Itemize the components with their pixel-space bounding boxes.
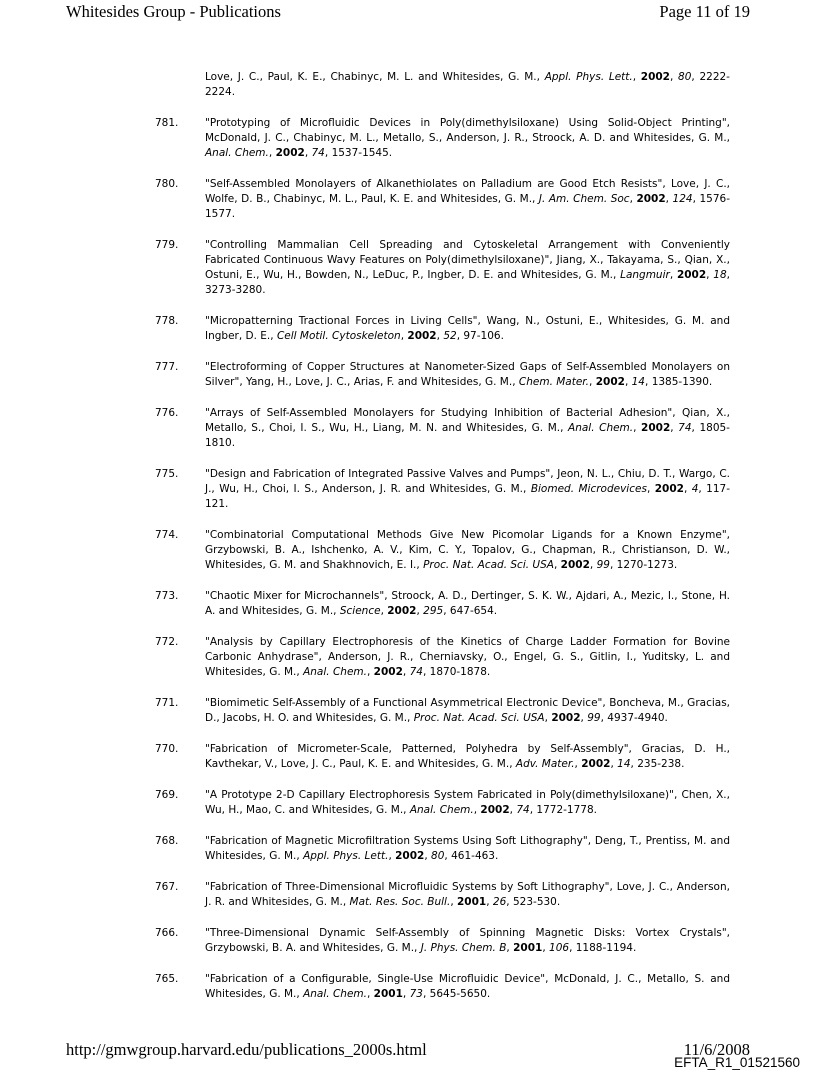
entry-number: 766.: [155, 927, 179, 939]
entry-year: 2002: [387, 605, 417, 617]
entry-authors: Yang, H., Love, J. C., Arias, F. and Whitesides, G. M.,: [246, 376, 516, 388]
entry-pages: 1385-1390.: [651, 376, 713, 388]
publication-entry: [155, 589, 730, 619]
entry-volume: 99: [596, 559, 610, 571]
entry-journal: Adv. Mater.: [515, 758, 575, 770]
entry-authors: Deng, T., Prentiss, M. and Whitesides, G. M.,: [205, 835, 731, 862]
entry-journal: Anal. Chem.: [303, 666, 367, 678]
entry-authors: Chen, X., Wu, H., Mao, C. and Whitesides, G. M.,: [205, 789, 730, 816]
publication-entry: [155, 742, 730, 772]
entry-journal: Mat. Res. Soc. Bull.: [349, 896, 451, 908]
entry-citation: "Micropatterning Tractional Forces in Living Cells", Wang, N., Ostuni, E., Whitesides, G. M. and Ingber, D. E., Cell Motil. Cytoskeleton, 2002, 52, 97-106.: [205, 315, 730, 342]
entry-number: 773.: [155, 590, 179, 602]
entry-year: 2002: [373, 666, 403, 678]
entry-pages: 461-463.: [451, 850, 499, 862]
entry-title: "Self-Assembled Monolayers of Alkanethiolates on Palladium are Good Etch Resists",: [205, 178, 666, 190]
entry-journal: Anal. Chem.: [409, 804, 474, 816]
citation-pages: 2222-2224.: [205, 71, 730, 98]
entry-year: 2001: [457, 896, 487, 908]
entry-pages: 1537-1545.: [331, 147, 393, 159]
entry-title: "Chaotic Mixer for Microchannels",: [205, 590, 388, 602]
entry-volume: 26: [492, 896, 507, 908]
entry-pages: 1188-1194.: [575, 942, 637, 954]
entry-authors: Jiang, X., Takayama, S., Qian, X., Ostuni, E., Wu, H., Bowden, N., LeDuc, P., Ingber, D. E. and Whitesides, G. M.,: [205, 254, 730, 281]
entry-authors: Grzybowski, B. A., Ishchenko, A. V., Kim, C. Y., Topalov, G., Chapman, R., Christianson, D. W., Whitesides, G. M. and Shakhnovich, E. I.,: [205, 544, 730, 571]
publication-entry: [155, 788, 730, 818]
entry-title: "Combinatorial Computational Methods Give New Picomolar Ligands for a Known Enzyme",: [205, 529, 730, 541]
header-site-title: Whitesides Group - Publications: [66, 2, 281, 21]
entry-citation: "Fabrication of a Configurable, Single-Use Microfluidic Device", McDonald, J. C., Metallo, S. and Whitesides, G. M., Anal. Chem., 2001, 73, 5645-5650.: [205, 973, 730, 1000]
entry-pages: 647-654.: [449, 605, 498, 617]
entry-journal: Science: [339, 605, 381, 617]
entry-volume: 14: [631, 376, 645, 388]
entry-title: "Fabrication of Micrometer-Scale, Patterned, Polyhedra by Self-Assembly",: [205, 743, 632, 755]
entries-container: [155, 116, 730, 1002]
entry-year: 2002: [581, 758, 611, 770]
publication-entry: [155, 467, 730, 512]
entry-citation: "Analysis by Capillary Electrophoresis of the Kinetics of Charge Ladder Formation for Bovine Carbonic Anhydrase", Anderson, J. R., Cherniavsky, O., Engel, G. S., Gitlin, I., Yuditsky, L. and Whitesides, G. M., Anal. Chem., 2002, 74, 1870-1878.: [205, 636, 730, 678]
entry-number: 775.: [155, 468, 179, 480]
entry-title: "Three-Dimensional Dynamic Self-Assembly of Spinning Magnetic Disks: Vortex Crystals",: [205, 927, 730, 939]
entry-title: "Electroforming of Copper Structures at Nanometer-Sized Gaps of Self-Assembled Monolayers on Silver",: [205, 361, 730, 388]
entry-journal: J. Phys. Chem. B: [420, 942, 507, 954]
header-page-number: Page 11 of 19: [659, 2, 750, 21]
publication-entry: [155, 834, 730, 864]
entry-journal: Anal. Chem.: [205, 147, 269, 159]
entry-pages: 1772-1778.: [536, 804, 597, 816]
entry-authors: McDonald, J. C., Metallo, S. and Whitesides, G. M.,: [205, 973, 730, 1000]
entry-pages: 1576-1577.: [205, 193, 730, 220]
publication-entry: [155, 635, 730, 680]
entry-year: 2001: [373, 988, 403, 1000]
entry-year: 2002: [641, 422, 671, 434]
publication-entry: [155, 528, 730, 573]
publication-entry: [155, 314, 730, 344]
entry-title: "Analysis by Capillary Electrophoresis of the Kinetics of Charge Ladder Formation for Bovine Carbonic Anhydrase",: [205, 636, 730, 663]
entry-title: "Arrays of Self-Assembled Monolayers for Studying Inhibition of Bacterial Adhesion",: [205, 407, 676, 419]
publication-entry: [155, 360, 730, 390]
entry-pages: 4937-4940.: [607, 712, 668, 724]
entry-year: 2002: [395, 850, 425, 862]
entry-year: 2002: [654, 483, 684, 495]
entry-number: 781.: [155, 117, 179, 129]
entry-year: 2002: [275, 147, 305, 159]
entry-year: 2002: [480, 804, 510, 816]
entry-authors: Stroock, A. D., Dertinger, S. K. W., Ajdari, A., Mezic, I., Stone, H. A. and Whitesides, G. M.,: [205, 590, 730, 617]
entry-journal: Proc. Nat. Acad. Sci. USA: [423, 559, 554, 571]
entry-journal: J. Am. Chem. Soc: [538, 193, 630, 205]
entry-year: 2002: [407, 330, 437, 342]
entry-journal: Anal. Chem.: [303, 988, 367, 1000]
page-footer: [66, 1040, 750, 1058]
publication-entry: [155, 238, 730, 298]
entry-authors: Jeon, N. L., Chiu, D. T., Wargo, C. J., Wu, H., Choi, I. S., Anderson, J. R. and Whitesides, G. M.,: [205, 468, 731, 495]
entry-year: 2001: [513, 942, 543, 954]
citation-volume: 80: [678, 71, 692, 83]
footer-url: http://gmwgroup.harvard.edu/publications_2000s.html: [66, 1040, 427, 1059]
entry-volume: 52: [443, 330, 457, 342]
entry-year: 2002: [676, 269, 707, 281]
entry-title: "Biomimetic Self-Assembly of a Functional Asymmetrical Electronic Device",: [205, 697, 606, 709]
entry-volume: 18: [713, 269, 727, 281]
entry-number: 779.: [155, 239, 179, 251]
entry-volume: 74: [516, 804, 530, 816]
entry-volume: 80: [431, 850, 445, 862]
entry-title: "Prototyping of Microfluidic Devices in Poly(dimethylsiloxane) Using Solid-Object Printing",: [205, 117, 730, 129]
entry-pages: 1270-1273.: [616, 559, 678, 571]
entry-volume: 99: [587, 712, 601, 724]
entry-authors: Anderson, J. R., Cherniavsky, O., Engel, G. S., Gitlin, I., Yuditsky, L. and Whitesides, G. M.,: [205, 651, 730, 678]
entry-title: "Design and Fabrication of Integrated Passive Valves and Pumps",: [205, 468, 554, 480]
footer-date: 11/6/2008: [683, 1040, 750, 1059]
publication-entry: [155, 696, 730, 726]
entry-citation: "Fabrication of Three-Dimensional Microfluidic Systems by Soft Lithography", Love, J. C., Anderson, J. R. and Whitesides, G. M., Mat. Res. Soc. Bull., 2001, 26, 523-530.: [205, 881, 730, 908]
entry-volume: 74: [311, 147, 325, 159]
publication-entry: [155, 926, 730, 956]
entry-number: 771.: [155, 697, 179, 709]
entry-number: 767.: [155, 881, 179, 893]
entry-journal: Appl. Phys. Lett.: [303, 850, 389, 862]
entry-volume: 73: [409, 988, 423, 1000]
entry-journal: Biomed. Microdevices: [530, 483, 647, 495]
entry-pages: 117-121.: [205, 483, 730, 510]
entry-number: 772.: [155, 636, 179, 648]
entry-number: 770.: [155, 743, 179, 755]
entry-journal: Chem. Mater.: [518, 376, 590, 388]
entry-citation: "Three-Dimensional Dynamic Self-Assembly of Spinning Magnetic Disks: Vortex Crystals", Grzybowski, B. A. and Whitesides, G. M., J. Phys. Chem. B, 2001, 106, 1188-1194.: [205, 927, 730, 954]
publication-entry: [155, 406, 730, 451]
entry-volume: 74: [409, 666, 423, 678]
entry-citation: "Fabrication of Magnetic Microfiltration Systems Using Soft Lithography", Deng, T., Prentiss, M. and Whitesides, G. M., Appl. Phys. Lett., 2002, 80, 461-463.: [205, 835, 731, 862]
entry-pages: 523-530.: [512, 896, 561, 908]
entry-citation: "Arrays of Self-Assembled Monolayers for Studying Inhibition of Bacterial Adhesion", Qian, X., Metallo, S., Choi, I. S., Wu, H., Liang, M. N. and Whitesides, G. M., Anal. Chem., 2002, 74, 1805-1810.: [205, 407, 730, 449]
entry-pages: 97-106.: [463, 330, 504, 342]
entry-year: 2002: [551, 712, 581, 724]
entry-number: 777.: [155, 361, 179, 373]
entry-volume: 295: [423, 605, 444, 617]
entry-pages: 1805-1810.: [205, 422, 730, 449]
entry-number: 780.: [155, 178, 179, 190]
entry-authors: Wang, N., Ostuni, E., Whitesides, G. M. and Ingber, D. E.,: [205, 315, 730, 342]
entry-citation: "A Prototype 2-D Capillary Electrophoresis System Fabricated in Poly(dimethylsiloxane)", Chen, X., Wu, H., Mao, C. and Whitesides, G. M., Anal. Chem., 2002, 74, 1772-1778.: [205, 789, 730, 816]
entry-number: 776.: [155, 407, 179, 419]
entry-title: "Micropatterning Tractional Forces in Living Cells",: [205, 315, 481, 327]
entry-pages: 1870-1878.: [429, 666, 491, 678]
entry-citation: "Combinatorial Computational Methods Give New Picomolar Ligands for a Known Enzyme", Grzybowski, B. A., Ishchenko, A. V., Kim, C. Y., Topalov, G., Chapman, R., Christianson, D. W., Whitesides, G. M. and Shakhnovich, E. I., Proc. Nat. Acad. Sci. USA, 2002, 99, 1270-1273.: [205, 529, 730, 571]
citation-authors: Love, J. C., Paul, K. E., Chabinyc, M. L. and Whitesides, G. M.,: [205, 71, 540, 83]
entry-authors: Grzybowski, B. A. and Whitesides, G. M.,: [205, 942, 418, 954]
entry-year: 2002: [595, 376, 625, 388]
entry-pages: 5645-5650.: [429, 988, 491, 1000]
entry-authors: Love, J. C., Wolfe, D. B., Chabinyc, M. L., Paul, K. E. and Whitesides, G. M.,: [205, 178, 731, 205]
entry-title: "A Prototype 2-D Capillary Electrophoresis System Fabricated in Poly(dimethylsiloxane)",: [205, 789, 678, 801]
entry-authors: Gracias, D. H., Kavthekar, V., Love, J. C., Paul, K. E. and Whitesides, G. M.,: [205, 743, 730, 770]
entry-volume: 4: [691, 483, 699, 495]
entry-pages: 235-238.: [637, 758, 685, 770]
entry-number: 778.: [155, 315, 179, 327]
publication-entry: [155, 177, 730, 222]
entry-citation: "Fabrication of Micrometer-Scale, Patterned, Polyhedra by Self-Assembly", Gracias, D. H., Kavthekar, V., Love, J. C., Paul, K. E. and Whitesides, G. M., Adv. Mater., 2002, 14, 235-238.: [205, 743, 730, 770]
entry-citation: "Electroforming of Copper Structures at Nanometer-Sized Gaps of Self-Assembled Monolayers on Silver", Yang, H., Love, J. C., Arias, F. and Whitesides, G. M., Chem. Mater., 2002, 14, 1385-1390.: [205, 361, 730, 388]
entry-authors: Qian, X., Metallo, S., Choi, I. S., Wu, H., Liang, M. N. and Whitesides, G. M.,: [205, 407, 730, 434]
entry-volume: 74: [678, 422, 692, 434]
bates-number: EFTA_R1_01521560: [674, 1055, 800, 1070]
entry-citation: "Chaotic Mixer for Microchannels", Stroock, A. D., Dertinger, S. K. W., Ajdari, A., Mezic, I., Stone, H. A. and Whitesides, G. M., Science, 2002, 295, 647-654.: [205, 590, 730, 617]
page-header: [66, 2, 750, 22]
entry-authors: Love, J. C., Anderson, J. R. and Whitesides, G. M.,: [205, 881, 730, 908]
entry-year: 2002: [560, 559, 590, 571]
entry-volume: 106: [549, 942, 570, 954]
entry-journal: Langmuir: [620, 269, 670, 281]
entry-citation: "Self-Assembled Monolayers of Alkanethiolates on Palladium are Good Etch Resists", Love, J. C., Wolfe, D. B., Chabinyc, M. L., Paul, K. E. and Whitesides, G. M., J. Am. Chem. Soc, 2002, 124, 1576-1577.: [205, 178, 731, 220]
entry-citation: "Prototyping of Microfluidic Devices in Poly(dimethylsiloxane) Using Solid-Object Printing", McDonald, J. C., Chabinyc, M. L., Metallo, S., Anderson, J. R., Stroock, A. D. and Whitesides, G. M., Anal. Chem., 2002, 74, 1537-1545.: [205, 117, 730, 159]
entry-authors: Boncheva, M., Gracias, D., Jacobs, H. O. and Whitesides, G. M.,: [205, 697, 730, 724]
entry-number: 768.: [155, 835, 179, 847]
entry-title: "Fabrication of Magnetic Microfiltration Systems Using Soft Lithography",: [205, 835, 592, 847]
entry-number: 765.: [155, 973, 179, 985]
entry-number: 774.: [155, 529, 179, 541]
entry-journal: Cell Motil. Cytoskeleton: [276, 330, 401, 342]
citation-year: 2002: [640, 71, 670, 83]
entry-number: 769.: [155, 789, 179, 801]
entry-title: "Fabrication of Three-Dimensional Microfluidic Systems by Soft Lithography",: [205, 881, 613, 893]
entry-citation: "Biomimetic Self-Assembly of a Functional Asymmetrical Electronic Device", Boncheva, M., Gracias, D., Jacobs, H. O. and Whitesides, G. M., Proc. Nat. Acad. Sci. USA, 2002, 99, 4937-4940.: [205, 697, 730, 724]
publication-entry: [155, 880, 730, 910]
entry-year: 2002: [636, 193, 666, 205]
publication-entry: [155, 972, 730, 1002]
entry-citation: "Controlling Mammalian Cell Spreading and Cytoskeletal Arrangement with Conveniently Fabricated Continuous Wavy Features on Poly(dimethylsiloxane)", Jiang, X., Takayama, S., Qian, X., Ostuni, E., Wu, H., Bowden, N., LeDuc, P., Ingber, D. E. and Whitesides, G. M., Langmuir, 2002, 18, 3273-3280.: [205, 239, 730, 296]
entry-pages: 3273-3280.: [205, 284, 266, 296]
entry-authors: McDonald, J. C., Chabinyc, M. L., Metallo, S., Anderson, J. R., Stroock, A. D. and Whitesides, G. M.,: [205, 132, 730, 144]
citation-journal: Appl. Phys. Lett.: [544, 71, 633, 83]
entry-volume: 14: [617, 758, 631, 770]
entry-title: "Controlling Mammalian Cell Spreading and Cytoskeletal Arrangement with Conveniently Fabricated Continuous Wavy Features on Poly(dimethylsiloxane)",: [205, 239, 730, 266]
entry-citation: "Design and Fabrication of Integrated Passive Valves and Pumps", Jeon, N. L., Chiu, D. T., Wargo, C. J., Wu, H., Choi, I. S., Anderson, J. R. and Whitesides, G. M., Biomed. Microdevices, 2002, 4, 117-121.: [205, 468, 731, 510]
entry-journal: Anal. Chem.: [568, 422, 634, 434]
publication-list: [155, 70, 730, 1002]
continued-citation: Love, J. C., Paul, K. E., Chabinyc, M. L. and Whitesides, G. M., Appl. Phys. Lett., 2002, 80, 2222-2224.: [205, 71, 730, 98]
entry-journal: Proc. Nat. Acad. Sci. USA: [413, 712, 545, 724]
publication-entry: [155, 116, 730, 161]
entry-volume: 124: [672, 193, 693, 205]
entry-title: "Fabrication of a Configurable, Single-Use Microfluidic Device",: [205, 973, 549, 985]
